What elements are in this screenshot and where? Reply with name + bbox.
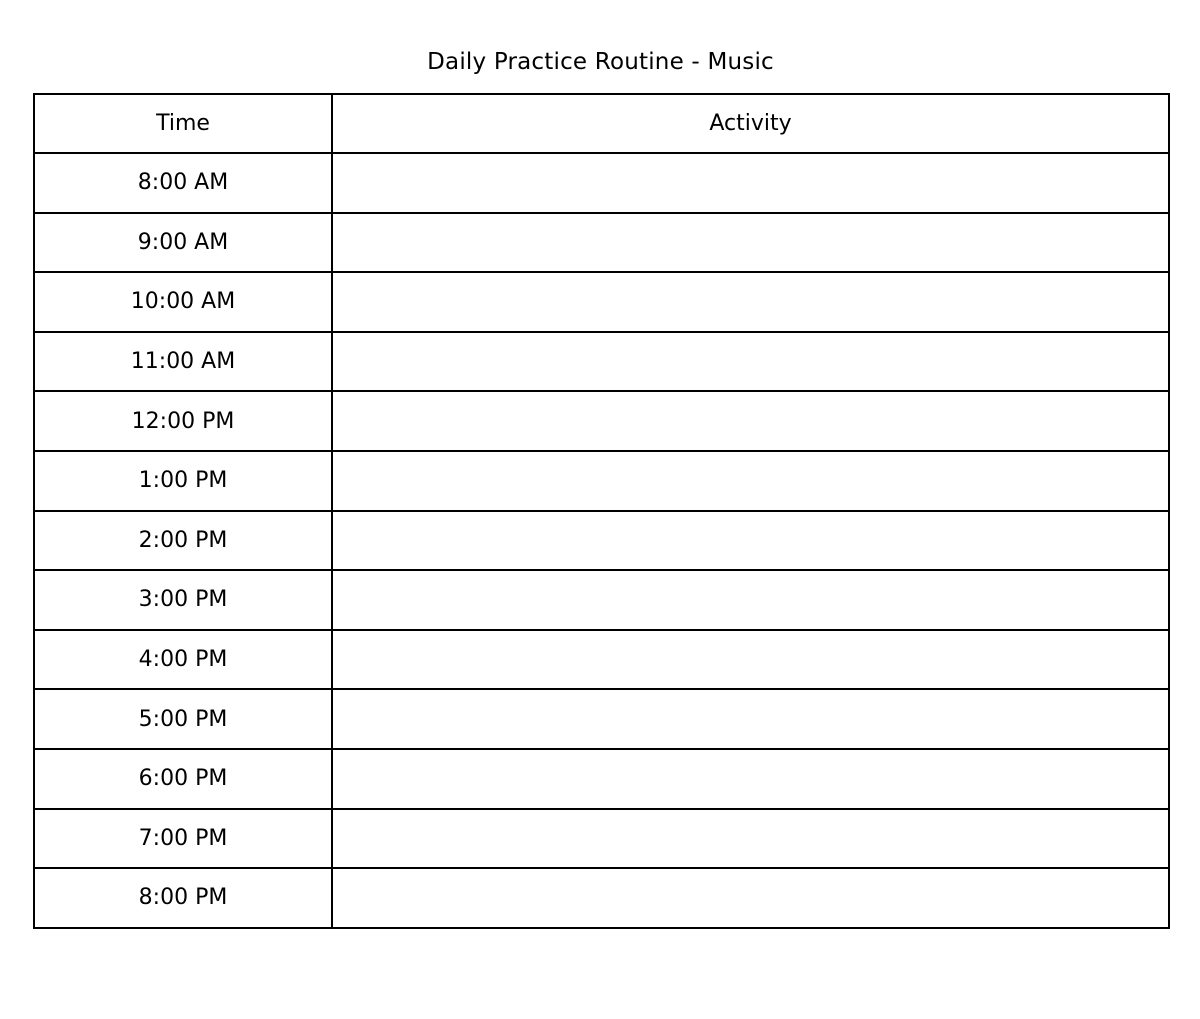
time-cell: 8:00 AM: [34, 153, 332, 213]
activity-cell: [332, 570, 1169, 630]
table-row: [34, 630, 1169, 690]
time-cell: 1:00 PM: [34, 451, 332, 511]
time-cell: 10:00 AM: [34, 272, 332, 332]
time-column-header: Time: [34, 94, 332, 153]
activity-cell: [332, 391, 1169, 451]
activity-column-header: Activity: [332, 94, 1169, 153]
time-cell: 4:00 PM: [34, 630, 332, 690]
time-cell: 6:00 PM: [34, 749, 332, 809]
table-row: [34, 451, 1169, 511]
header-row: [34, 94, 1169, 153]
activity-cell: [332, 749, 1169, 809]
time-cell: 5:00 PM: [34, 689, 332, 749]
table-row: [34, 511, 1169, 571]
table-row: [34, 570, 1169, 630]
activity-cell: [332, 511, 1169, 571]
table-row: [34, 153, 1169, 213]
time-cell: 2:00 PM: [34, 511, 332, 571]
time-cell: 12:00 PM: [34, 391, 332, 451]
activity-cell: [332, 153, 1169, 213]
time-cell: 9:00 AM: [34, 213, 332, 273]
table-row: [34, 272, 1169, 332]
table-row: [34, 391, 1169, 451]
page-title: Daily Practice Routine - Music: [427, 49, 774, 75]
table-row: [34, 213, 1169, 273]
activity-cell: [332, 630, 1169, 690]
activity-cell: [332, 332, 1169, 392]
activity-cell: [332, 272, 1169, 332]
activity-cell: [332, 868, 1169, 928]
table-row: [34, 868, 1169, 928]
table-row: [34, 809, 1169, 869]
activity-cell: [332, 689, 1169, 749]
table-row: [34, 332, 1169, 392]
time-cell: 8:00 PM: [34, 868, 332, 928]
activity-cell: [332, 809, 1169, 869]
table-row: [34, 749, 1169, 809]
activity-cell: [332, 451, 1169, 511]
activity-cell: [332, 213, 1169, 273]
schedule-table: [33, 93, 1170, 929]
time-cell: 11:00 AM: [34, 332, 332, 392]
table-row: [34, 689, 1169, 749]
time-cell: 7:00 PM: [34, 809, 332, 869]
time-cell: 3:00 PM: [34, 570, 332, 630]
